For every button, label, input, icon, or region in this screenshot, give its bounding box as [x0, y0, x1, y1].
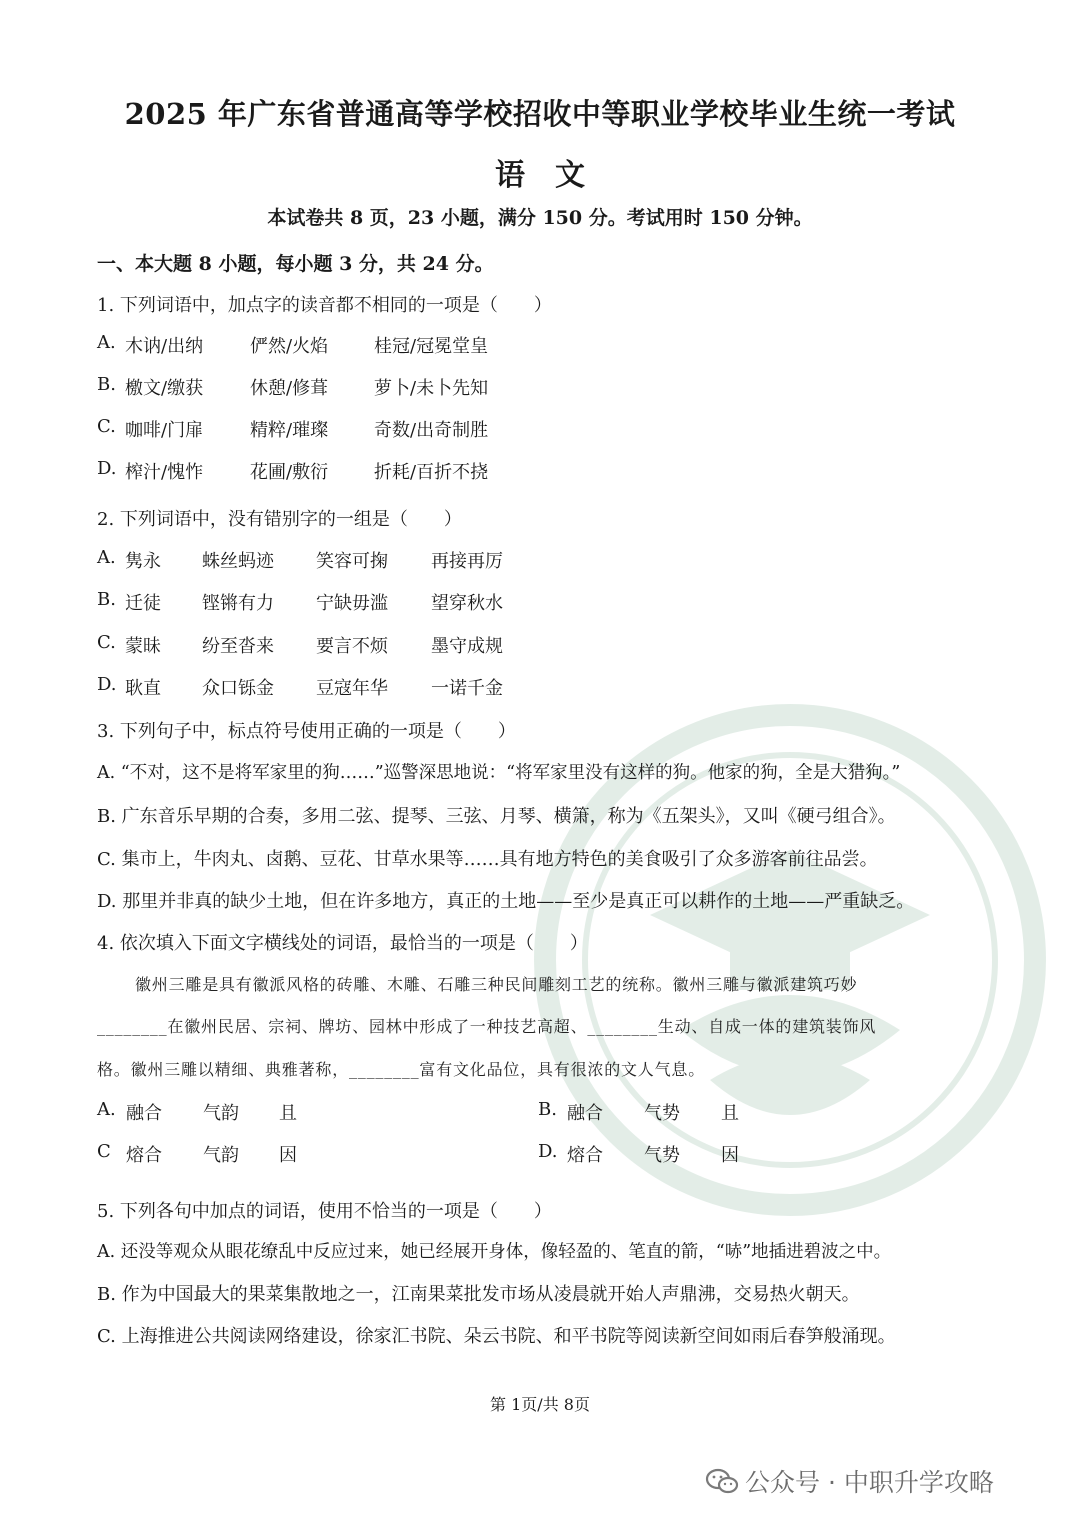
option-label: D. [97, 674, 117, 695]
option-item: 且 [721, 1103, 739, 1124]
option-label: C [97, 1141, 111, 1162]
q4-stem: 4. 依次填入下面文字横线处的词语，最恰当的一项是（ ） [97, 933, 588, 954]
option-item: 休憩/修葺 [250, 378, 329, 399]
option-item: 耿直 [125, 678, 161, 699]
q4-passage-line: 格。徽州三雕以精细、典雅著称，________富有文化品位，具有很浓的文人气息。 [97, 1060, 706, 1079]
option-item: 折耗/百折不挠 [374, 462, 489, 483]
q3-stem: 3. 下列句子中，标点符号使用正确的一项是（ ） [97, 721, 516, 742]
option-item: 蛛丝蚂迹 [202, 551, 274, 572]
q3-option-a: A. “不对，这不是将军家里的狗……”巡警深思地说：“将军家里没有这样的狗。他家的狗，全是大猎狗。” [97, 763, 901, 783]
option-item: 俨然/火焰 [250, 336, 329, 357]
q5-option-a: A. 还没等观众从眼花缭乱中反应过来，她已经展开身体，像轻盈的、笔直的箭，“哧”地插进碧波之中。 [97, 1242, 892, 1262]
option-label: A. [97, 1099, 116, 1120]
option-label: A. [97, 332, 116, 353]
page-number: 第 1页/共 8页 [490, 1395, 590, 1414]
option-item: 萝卜/未卜先知 [374, 378, 489, 399]
option-label: D. [538, 1141, 558, 1162]
option-item: 熔合 [126, 1145, 162, 1166]
option-item: 奇数/出奇制胜 [374, 420, 489, 441]
q1-stem: 1. 下列词语中，加点字的读音都不相同的一项是（ ） [97, 295, 552, 316]
option-item: 精粹/璀璨 [250, 420, 329, 441]
q4-passage-line: ________在徽州民居、宗祠、牌坊、园林中形成了一种技艺高超、________生动、自成一体的建筑装饰风 [97, 1017, 877, 1036]
option-item: 融合 [126, 1103, 162, 1124]
option-item: 望穿秋水 [431, 593, 503, 614]
option-item: 众口铄金 [202, 678, 274, 699]
option-item: 气势 [644, 1145, 680, 1166]
option-item: 再接再厉 [431, 551, 503, 572]
option-label: C. [97, 416, 116, 437]
option-item: 檄文/缴获 [125, 378, 204, 399]
option-item: 笑容可掬 [316, 551, 388, 572]
option-item: 纷至沓来 [202, 636, 274, 657]
option-item: 铿锵有力 [202, 593, 274, 614]
option-item: 融合 [567, 1103, 603, 1124]
option-item: 因 [721, 1145, 739, 1166]
wechat-icon [705, 1468, 739, 1494]
option-item: 咖啡/门扉 [125, 420, 204, 441]
option-item: 气韵 [203, 1145, 239, 1166]
option-item: 迁徒 [125, 593, 161, 614]
option-label: C. [97, 632, 116, 653]
option-item: 一诺千金 [431, 678, 503, 699]
q3-option-c: C. 集市上，牛肉丸、卤鹅、豆花、甘草水果等……具有地方特色的美食吸引了众多游客前往品尝。 [97, 849, 878, 870]
option-item: 熔合 [567, 1145, 603, 1166]
option-item: 桂冠/冠冕堂皇 [374, 336, 489, 357]
option-label: A. [97, 547, 116, 568]
option-item: 花圃/敷衍 [250, 462, 329, 483]
option-item: 且 [279, 1103, 297, 1124]
option-item: 宁缺毋滥 [316, 593, 388, 614]
option-item: 榨汁/愧怍 [125, 462, 204, 483]
option-label: D. [97, 458, 117, 479]
option-item: 气势 [644, 1103, 680, 1124]
option-label: B. [538, 1099, 557, 1120]
q4-passage-line: 徽州三雕是具有徽派风格的砖雕、木雕、石雕三种民间雕刻工艺的统称。徽州三雕与徽派建筑巧妙 [135, 975, 858, 994]
section-heading: 一、本大题 8 小题，每小题 3 分，共 24 分。 [97, 253, 494, 275]
option-label: B. [97, 374, 116, 395]
q3-option-b: B. 广东音乐早期的合奏，多用二弦、提琴、三弦、月琴、横箫，称为《五架头》，又叫《硬弓组合》。 [97, 806, 896, 827]
option-item: 蒙昧 [125, 636, 161, 657]
subject-title: 语文 [495, 158, 615, 193]
option-item: 墨守成规 [431, 636, 503, 657]
option-item: 隽永 [125, 551, 161, 572]
q5-option-c: C. 上海推进公共阅读网络建设，徐家汇书院、朵云书院、和平书院等阅读新空间如雨后春笋般涌现。 [97, 1326, 896, 1347]
exam-title: 2025 年广东省普通高等学校招收中等职业学校毕业生统一考试 [124, 97, 956, 131]
q5-stem: 5. 下列各句中加点的词语，使用不恰当的一项是（ ） [97, 1201, 552, 1222]
option-item: 豆寇年华 [316, 678, 388, 699]
q3-option-d: D. 那里并非真的缺少土地，但在许多地方，真正的土地——至少是真正可以耕作的土地——严重缺乏。 [97, 891, 915, 912]
option-label: B. [97, 589, 116, 610]
q5-option-b: B. 作为中国最大的果菜集散地之一，江南果菜批发市场从凌晨就开始人声鼎沸，交易热火朝天。 [97, 1284, 860, 1305]
q2-stem: 2. 下列词语中，没有错别字的一组是（ ） [97, 509, 462, 530]
option-item: 因 [279, 1145, 297, 1166]
option-item: 要言不烦 [316, 636, 388, 657]
watermark-text: 公众号 · 中职升学攻略 [745, 1468, 994, 1497]
option-item: 木讷/出纳 [125, 336, 204, 357]
option-item: 气韵 [203, 1103, 239, 1124]
exam-info: 本试卷共 8 页，23 小题，满分 150 分。考试用时 150 分钟。 [267, 207, 813, 229]
